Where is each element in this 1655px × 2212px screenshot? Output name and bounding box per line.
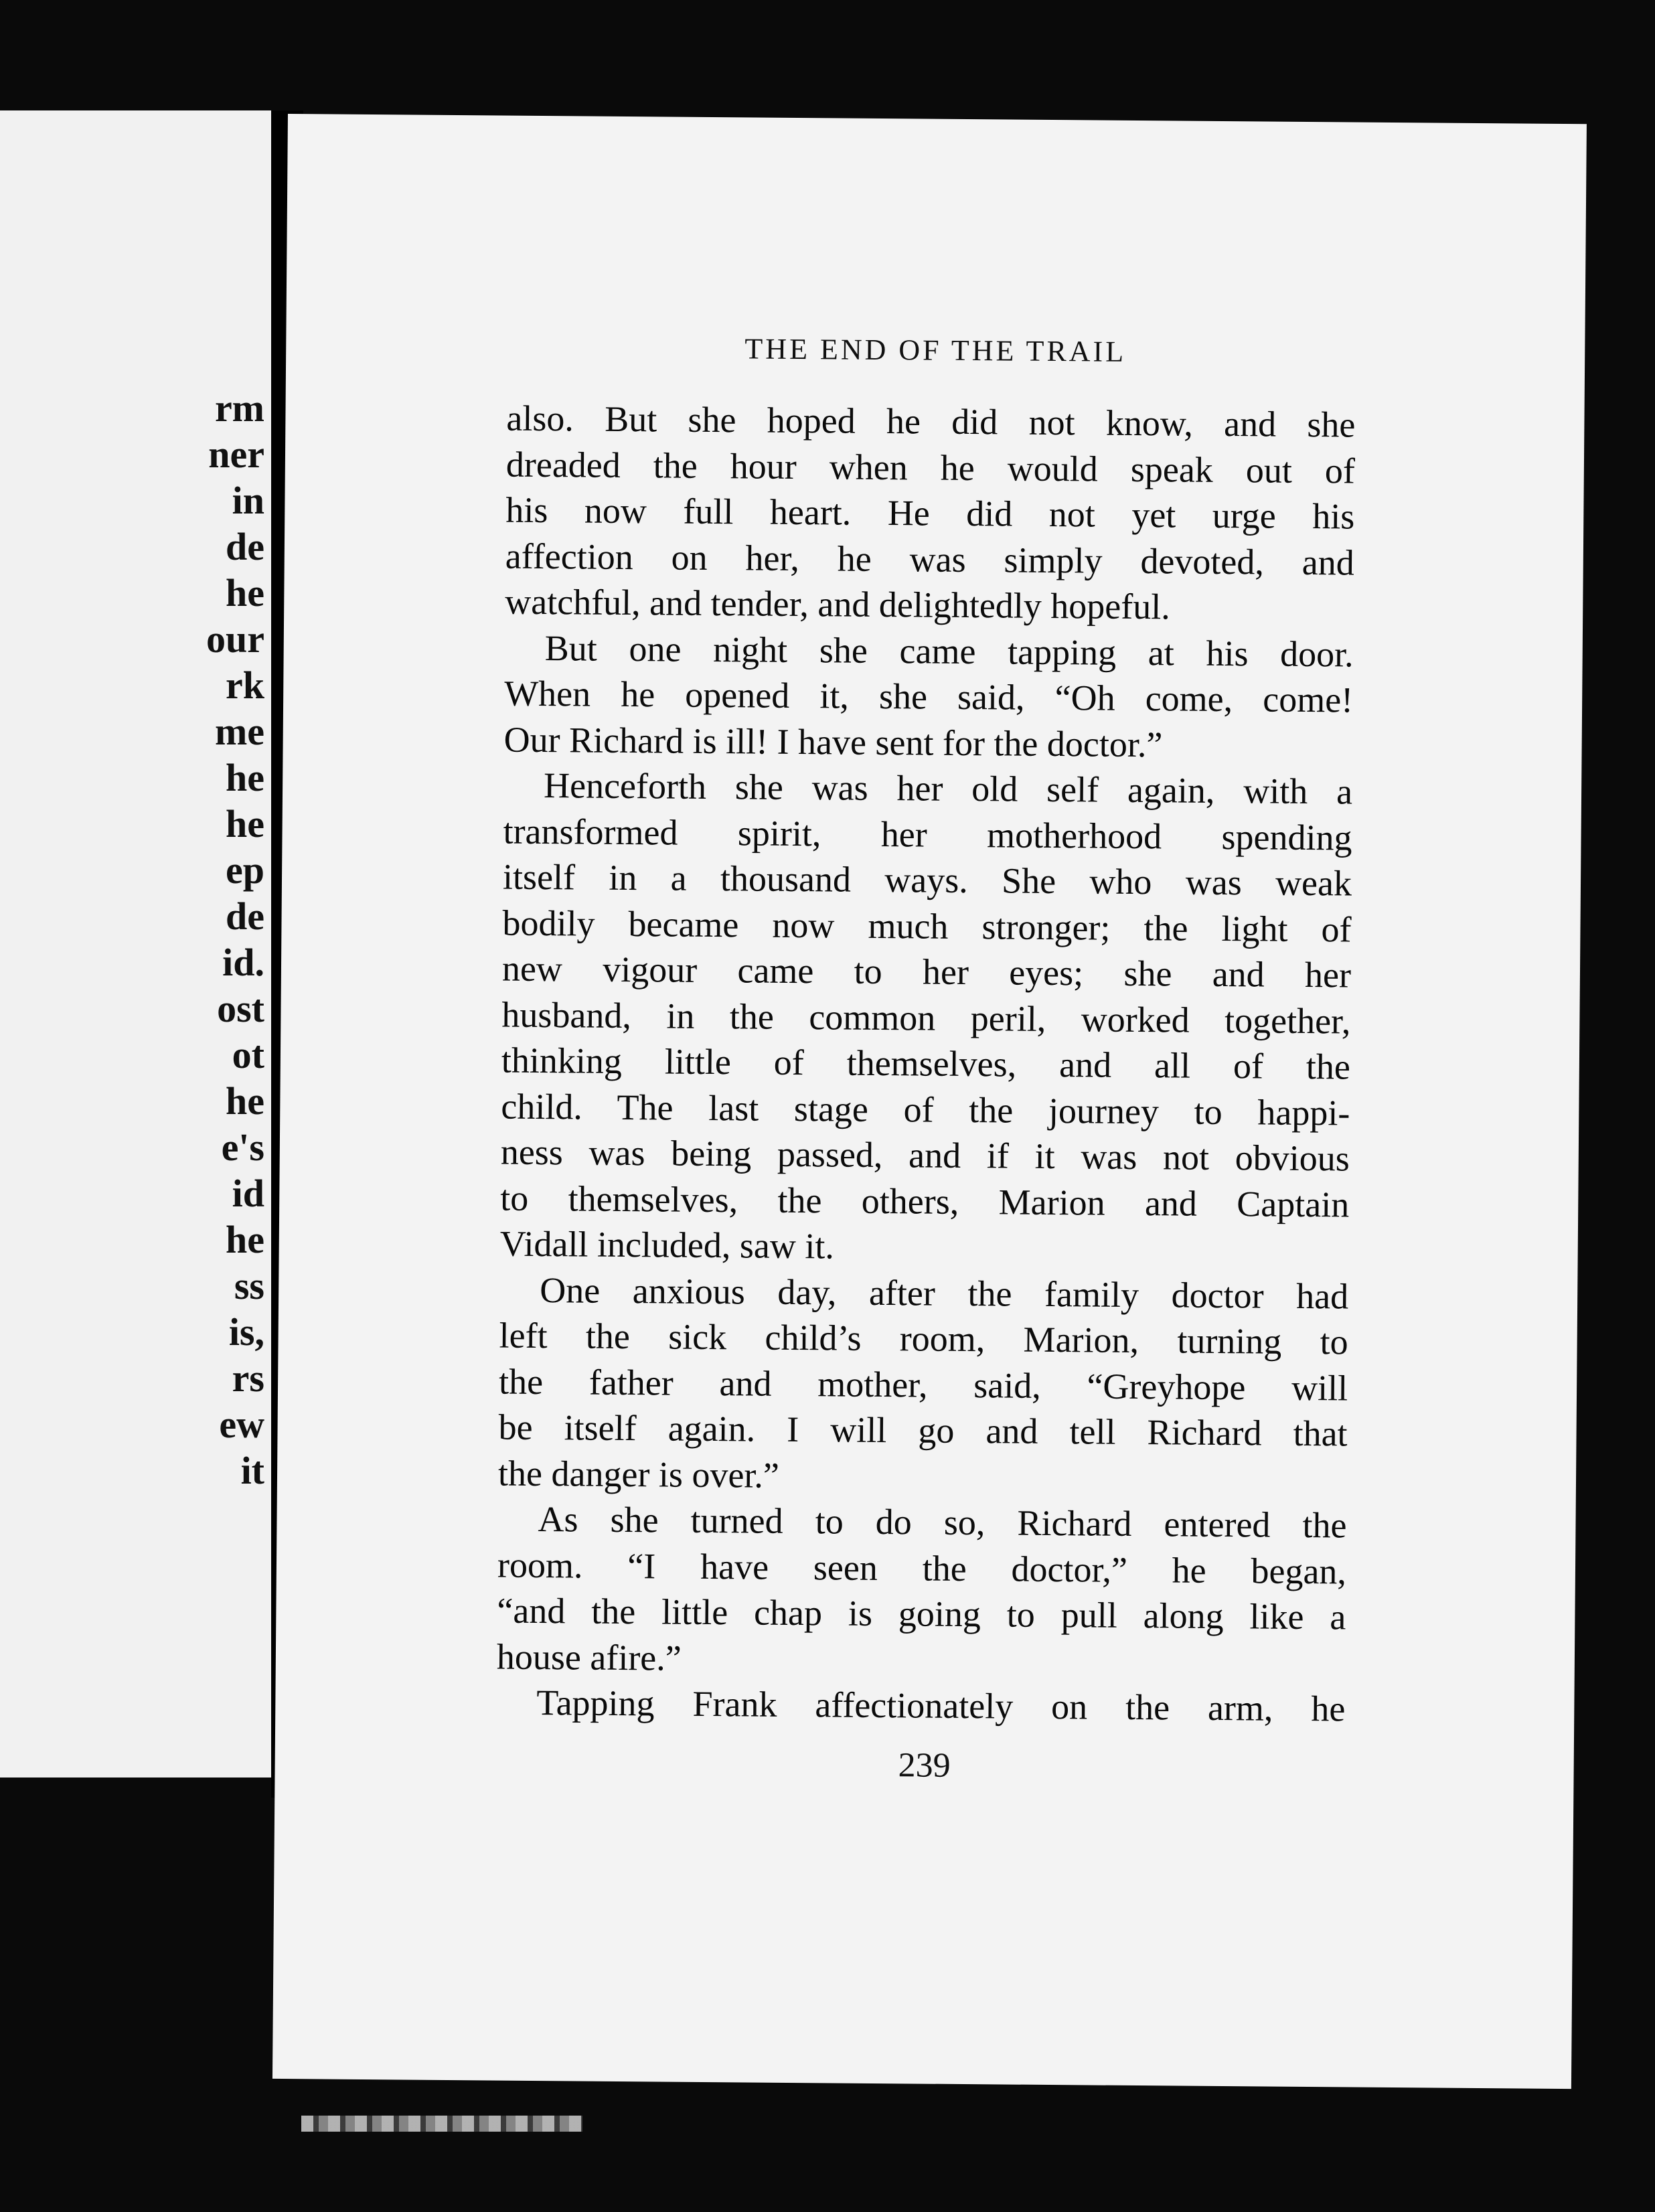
page-number: 239 xyxy=(898,1746,951,1785)
text-line: Henceforth she was her old self again, with a xyxy=(543,765,1353,812)
running-head: THE END OF THE TRAIL xyxy=(744,332,1127,368)
text-line: new vigour came to her eyes; she and her xyxy=(501,948,1352,996)
left-fragment: ot xyxy=(232,1033,264,1077)
left-fragment: id xyxy=(232,1172,264,1215)
left-fragment: he xyxy=(226,1079,264,1123)
left-fragment: ep xyxy=(226,848,264,892)
text-line: child. The last stage of the journey to happi- xyxy=(501,1086,1350,1133)
left-fragment: ner xyxy=(208,432,264,476)
left-fragment: rm xyxy=(214,386,264,430)
text-line: be itself again. I will go and tell Richard that xyxy=(498,1407,1348,1454)
text-line: Tapping Frank affectionately on the arm, he xyxy=(536,1682,1346,1729)
text-line: his now full heart. He did not yet urge his xyxy=(505,489,1355,537)
left-fragment: me xyxy=(214,710,264,753)
left-fragment: our xyxy=(206,617,264,661)
body-text xyxy=(496,396,1356,1732)
left-fragment: de xyxy=(226,525,264,568)
left-fragment: in xyxy=(232,479,264,522)
text-line: affection on her, he was simply devoted, and xyxy=(505,536,1355,583)
text-line: transformed spirit, her motherhood spending xyxy=(503,811,1352,858)
text-line: Our Richard is ill! I have sent for the doctor.” xyxy=(503,719,1163,765)
text-line: When he opened it, she said, “Oh come, come! xyxy=(503,673,1354,720)
left-fragment: ost xyxy=(217,987,264,1030)
left-fragment: he xyxy=(226,571,264,615)
text-line: house afire.” xyxy=(496,1636,682,1678)
text-line: watchful, and tender, and delightedly hopeful. xyxy=(505,581,1171,627)
left-fragment: he xyxy=(226,1218,264,1261)
left-fragment: e's xyxy=(221,1125,264,1169)
left-fragment: is, xyxy=(228,1310,264,1354)
left-fragment: de xyxy=(226,894,264,938)
page-239 xyxy=(272,114,1587,2089)
text-line: room. “I have seen the doctor,” he began, xyxy=(497,1545,1347,1591)
text-line: thinking little of themselves, and all of the xyxy=(501,1040,1351,1087)
left-fragment: id. xyxy=(222,941,264,984)
text-line: dreaded the hour when he would speak out of xyxy=(505,444,1356,491)
text-line: to themselves, the others, Marion and Captain xyxy=(500,1178,1350,1224)
text-line: itself in a thousand ways. She who was weak xyxy=(502,856,1352,904)
text-line: bodily became now much stronger; the light of xyxy=(502,902,1352,950)
left-fragment: ss xyxy=(234,1264,264,1308)
left-fragment: rs xyxy=(232,1356,264,1400)
text-line: But one night she came tapping at his door. xyxy=(544,627,1354,675)
text-line: also. But she hoped he did not know, and she xyxy=(506,398,1356,445)
scan-edge-artifact xyxy=(301,2116,582,2132)
text-line: the father and mother, said, “Greyhope will xyxy=(498,1361,1348,1408)
text-line: Vidall included, saw it. xyxy=(499,1223,835,1267)
left-fragment: he xyxy=(226,756,264,799)
left-fragment: he xyxy=(226,802,264,846)
text-line: ness was being passed, and if it was not obvious xyxy=(500,1131,1350,1179)
left-fragment: ew xyxy=(219,1403,264,1446)
left-fragment: rk xyxy=(226,663,264,707)
left-fragment: it xyxy=(240,1449,264,1492)
left-page-text-fragments xyxy=(206,110,264,1494)
text-line: left the sick child’s room, Marion, turning to xyxy=(499,1315,1348,1362)
text-line: One anxious day, after the family doctor had xyxy=(539,1269,1349,1316)
text-line: husband, in the common peril, worked together, xyxy=(501,994,1351,1042)
text-line: “and the little chap is going to pull along like a xyxy=(497,1590,1346,1638)
facing-page-left xyxy=(0,110,271,1778)
text-line: the danger is over.” xyxy=(497,1453,780,1496)
text-line: As she turned to do so, Richard entered the xyxy=(538,1498,1347,1546)
